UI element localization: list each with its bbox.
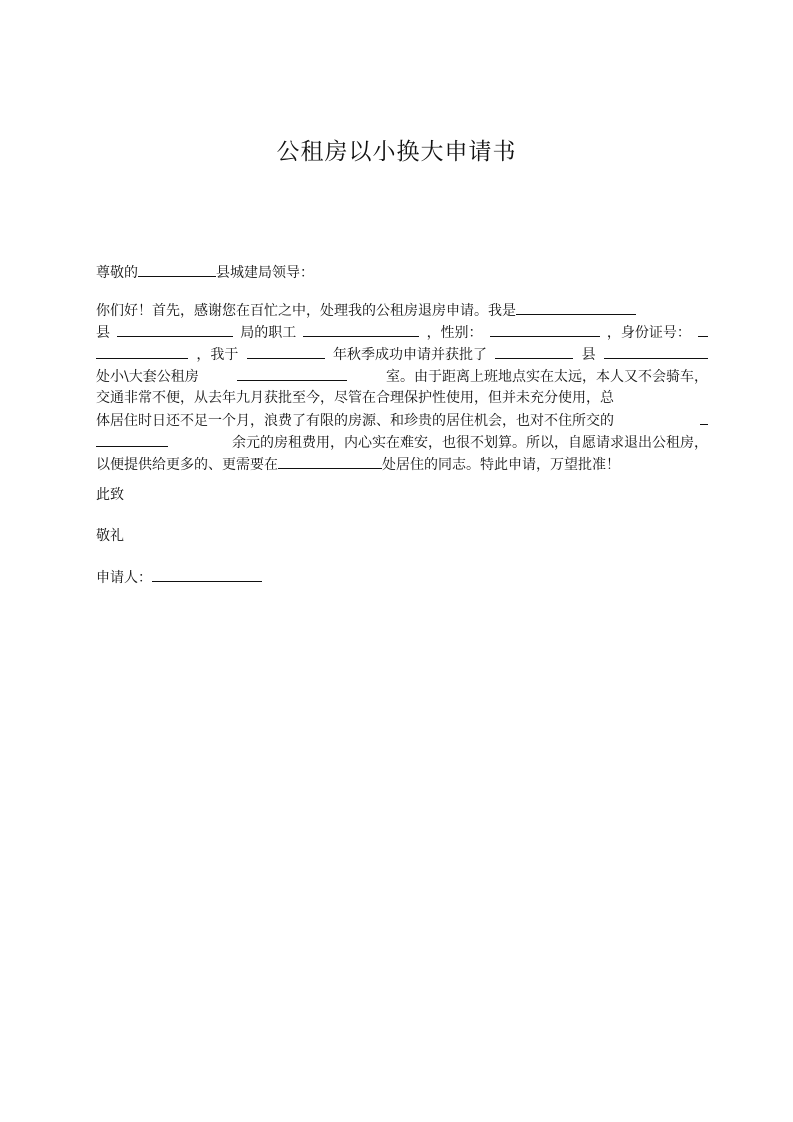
blank-job <box>303 321 419 337</box>
body-line-3-text-c: 县 <box>581 347 596 363</box>
blank-county-name <box>138 261 216 277</box>
body-line-3-text-a: ，我于 <box>196 347 239 363</box>
closing-cizhi: 此致 <box>96 487 124 503</box>
signer-label: 申请人： <box>96 570 152 586</box>
blank-county <box>495 343 573 359</box>
body-line-2-text-b: 局的职工 <box>240 325 297 341</box>
blank-room-number <box>237 365 347 381</box>
blank-gender <box>490 321 600 337</box>
body-line-6-text: 体居住时日还不足一个月，浪费了有限的房源、和珍贵的居住机会，也对不住所交的 <box>96 413 614 429</box>
body-line-8-text-a: 以便提供给更多的、更需要在 <box>96 457 278 473</box>
body-line-8-text-b: 处居住的同志。特此申请，万望批准！ <box>382 457 620 473</box>
body-line-2-text-a: 县 <box>96 325 110 341</box>
body-line-4-text-a: 处小\大套公租房 <box>96 369 199 385</box>
blank-location <box>604 343 708 359</box>
closing-line-2 <box>96 525 708 547</box>
salutation-suffix: 县城建局领导： <box>216 265 314 281</box>
blank-signature <box>152 566 262 582</box>
blank-rent-amount-start <box>700 409 708 425</box>
blank-bureau <box>117 321 233 337</box>
salutation-prefix: 尊敬的 <box>96 265 138 281</box>
body-line-4-text-b: 室。由于距离上班地点实在太远，本人又不会骑车， <box>386 369 708 385</box>
closing-jingli: 敬礼 <box>96 528 124 544</box>
salutation <box>96 261 708 283</box>
blank-applicant-name <box>516 299 636 315</box>
document-title: 公租房以小换大申请书 <box>276 139 517 165</box>
body-line-1-text: 你们好！首先，感谢您在百忙之中，处理我的公租房退房申请。我是 <box>96 303 516 319</box>
blank-year <box>247 343 325 359</box>
body-paragraph <box>96 299 708 475</box>
body-line-2-text-c: ，性别： <box>426 325 483 341</box>
body-line-7-text: 余元的房租费用，内心实在难安，也很不划算。所以，自愿请求退出公租房， <box>232 435 708 451</box>
body-line-5-text: 交通非常不便，从去年九月获批至今，尽管在合理保护性使用，但并未充分使用，总 <box>96 390 614 406</box>
body-line-2-text-d: ，身份证号： <box>606 325 691 341</box>
blank-rent-amount-end <box>96 431 168 447</box>
body-line-3-text-b: 年秋季成功申请并获批了 <box>332 347 487 363</box>
closing-line-1 <box>96 484 708 506</box>
blank-place <box>278 453 382 469</box>
blank-id-number-start <box>698 321 708 337</box>
blank-id-number-end <box>96 343 188 359</box>
signer-line <box>96 566 708 588</box>
